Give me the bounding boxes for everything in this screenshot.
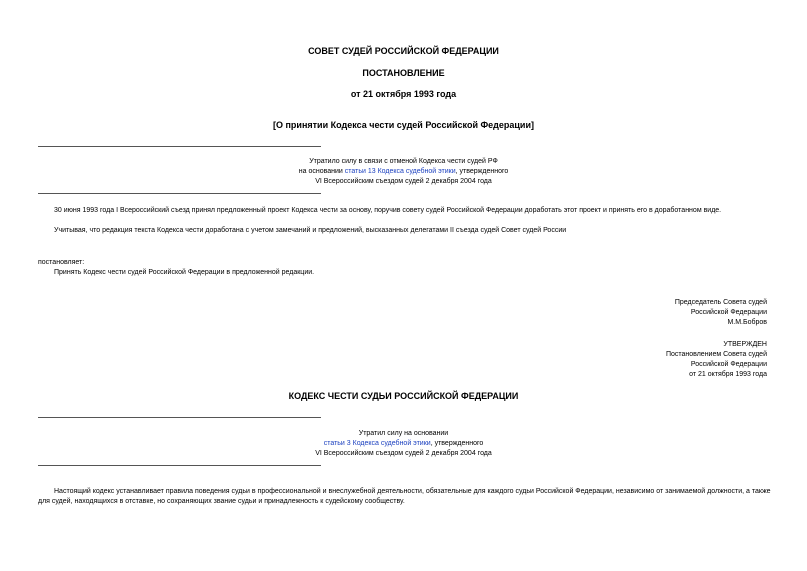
document-subject: [О принятии Кодекса чести судей Российской Федерации] xyxy=(273,120,534,130)
divider-top-1 xyxy=(38,146,321,147)
repeal-note-1 xyxy=(0,157,807,187)
repeal-note-1-line2: на основании статьи 13 Кодекса судебной этики, утвержденного xyxy=(298,168,509,175)
repeal-note-1-line3: VI Всероссийским съездом судей 2 декабря 2004 года xyxy=(315,178,492,185)
divider-top-2 xyxy=(38,417,321,418)
repeal-note-1-line1: Утратило силу в связи с отменой Кодекса чести судей РФ xyxy=(309,158,498,165)
approval-line3: Российской Федерации xyxy=(690,361,767,368)
repeal-note-2-line3: VI Всероссийским съездом судей 2 декабря 2004 года xyxy=(315,450,492,457)
repeal-note-2-line2: статьи 3 Кодекса судебной этики, утвержденного xyxy=(323,440,484,447)
code-title: КОДЕКС ЧЕСТИ СУДЬИ РОССИЙСКОЙ ФЕДЕРАЦИИ xyxy=(288,391,519,401)
signature-line3: М.М.Бобров xyxy=(727,319,767,326)
signature-block xyxy=(675,298,767,328)
paragraph-3: Принять Кодекс чести судей Российской Федерации в предложенной редакции. xyxy=(54,269,315,276)
paragraph-4: Настоящий кодекс устанавливает правила поведения судьи в профессиональной и внеслужебной деятельности, обязательные для каждого судьи Российской Федерации, независимо от занимаемой должности, а также для судей, находящихся в отставке, но сохраняющих звание судьи и принадлежность к судейскому сообществу. xyxy=(38,488,771,505)
paragraph-2: Учитывая, что редакция текста Кодекса чести доработана с учетом замечаний и предложений, высказанных делегатами II съезда судей Совет судей России xyxy=(54,227,567,234)
resolves-label: постановляет: xyxy=(38,259,85,266)
repeal-note-2-line1: Утратил силу на основании xyxy=(358,430,449,437)
divider-bottom-2 xyxy=(38,465,321,466)
approval-line4: от 21 октября 1993 года xyxy=(689,371,767,378)
council-title: СОВЕТ СУДЕЙ РОССИЙСКОЙ ФЕДЕРАЦИИ xyxy=(308,46,499,56)
document-date: от 21 октября 1993 года xyxy=(350,89,457,99)
article-13-link[interactable]: статьи 13 Кодекса судебной этики xyxy=(344,168,456,175)
divider-bottom-1 xyxy=(38,193,321,194)
approval-line1: УТВЕРЖДЕН xyxy=(723,341,767,348)
approval-line2: Постановлением Совета судей xyxy=(665,351,767,358)
paragraph-1: 30 июня 1993 года I Всероссийский съезд принял предложенный проект Кодекса чести за основу, поручив совету судей Российской Федерации доработать этот проект и принять его в доработанном виде. xyxy=(54,207,722,214)
signature-line2: Российской Федерации xyxy=(690,309,767,316)
approval-block xyxy=(666,340,767,380)
article-3-link[interactable]: статьи 3 Кодекса судебной этики xyxy=(323,440,431,447)
repeal-note-2 xyxy=(0,429,807,459)
signature-line1: Председатель Совета судей xyxy=(674,299,767,306)
document-type: ПОСТАНОВЛЕНИЕ xyxy=(362,68,445,78)
